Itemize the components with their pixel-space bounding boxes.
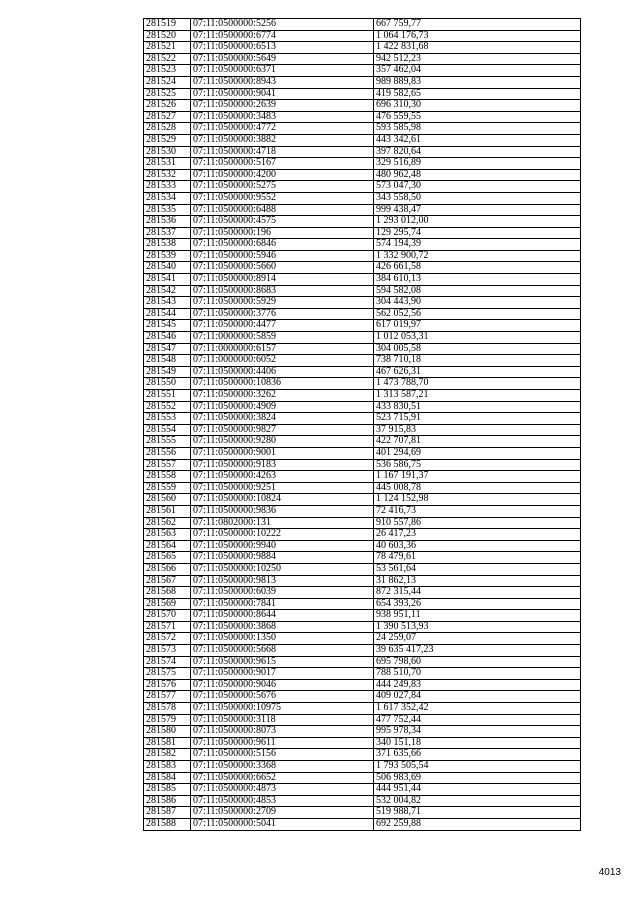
table-row [144,146,581,158]
row-number-cell: 281551 [144,390,191,402]
row-number-cell: 281588 [144,818,191,830]
cadastral-number-cell: 07:11:0500000:4772 [191,123,374,135]
row-number-cell: 281574 [144,656,191,668]
table-row [144,111,581,123]
cadastral-number-cell: 07:11:0500000:8073 [191,726,374,738]
row-number-cell: 281526 [144,100,191,112]
cadastral-number-cell: 07:11:0500000:10222 [191,529,374,541]
cadastral-value-cell: 1 064 176,73 [374,30,581,42]
cadastral-value-cell: 910 557,86 [374,517,581,529]
cadastral-value-cell: 419 582,65 [374,88,581,100]
table-row [144,691,581,703]
cadastral-value-cell: 617 019,97 [374,320,581,332]
table-row [144,795,581,807]
cadastral-value-cell: 409 027,84 [374,691,581,703]
cadastral-number-cell: 07:11:0500000:3118 [191,714,374,726]
cadastral-number-cell: 07:11:0500000:5167 [191,158,374,170]
table-row [144,76,581,88]
cadastral-number-cell: 07:11:0802000:131 [191,517,374,529]
table-row [144,216,581,228]
table-row [144,807,581,819]
cadastral-value-cell: 445 008,78 [374,482,581,494]
row-number-cell: 281549 [144,366,191,378]
table-row [144,285,581,297]
table-row [144,494,581,506]
cadastral-value-cell: 31 862,13 [374,575,581,587]
cadastral-number-cell: 07:11:0500000:9001 [191,447,374,459]
table-row [144,505,581,517]
table-row [144,250,581,262]
cadastral-value-cell: 426 661,58 [374,262,581,274]
cadastral-value-cell: 872 315,44 [374,587,581,599]
cadastral-value-cell: 329 516,89 [374,158,581,170]
table-row [144,30,581,42]
row-number-cell: 281537 [144,227,191,239]
cadastral-number-cell: 07:11:0500000:4718 [191,146,374,158]
row-number-cell: 281572 [144,633,191,645]
table-row [144,343,581,355]
cadastral-value-cell: 371 635,66 [374,749,581,761]
cadastral-value-cell: 574 194,39 [374,239,581,251]
row-number-cell: 281583 [144,761,191,773]
cadastral-value-cell: 53 561,64 [374,563,581,575]
cadastral-number-cell: 07:11:0500000:9251 [191,482,374,494]
cadastral-number-cell: 07:11:0500000:6774 [191,30,374,42]
row-number-cell: 281525 [144,88,191,100]
row-number-cell: 281550 [144,378,191,390]
row-number-cell: 281541 [144,274,191,286]
cadastral-value-cell: 1 390 513,93 [374,621,581,633]
cadastral-number-cell: 07:11:0500000:5256 [191,19,374,31]
table-row [144,529,581,541]
cadastral-value-cell: 467 626,31 [374,366,581,378]
table-row [144,471,581,483]
cadastral-value-cell: 1 293 012,00 [374,216,581,228]
cadastral-value-cell: 788 510,70 [374,668,581,680]
table-row [144,517,581,529]
table-row [144,563,581,575]
row-number-cell: 281575 [144,668,191,680]
cadastral-value-cell: 72 416,73 [374,505,581,517]
table-row [144,424,581,436]
cadastral-value-cell: 562 052,56 [374,308,581,320]
row-number-cell: 281556 [144,447,191,459]
table-row [144,610,581,622]
row-number-cell: 281553 [144,413,191,425]
row-number-cell: 281584 [144,772,191,784]
cadastral-number-cell: 07:11:0500000:10975 [191,703,374,715]
cadastral-value-cell: 477 752,44 [374,714,581,726]
cadastral-number-cell: 07:11:0000000:5859 [191,332,374,344]
cadastral-number-cell: 07:11:0500000:3868 [191,621,374,633]
row-number-cell: 281543 [144,297,191,309]
table-row [144,552,581,564]
cadastral-number-cell: 07:11:0500000:9183 [191,459,374,471]
cadastral-number-cell: 07:11:0500000:9017 [191,668,374,680]
row-number-cell: 281557 [144,459,191,471]
cadastral-number-cell: 07:11:0500000:6846 [191,239,374,251]
table-row [144,633,581,645]
cadastral-number-cell: 07:11:0500000:4909 [191,401,374,413]
cadastral-number-cell: 07:11:0500000:2639 [191,100,374,112]
cadastral-value-cell: 444 951,44 [374,784,581,796]
cadastral-value-cell: 519 988,71 [374,807,581,819]
cadastral-number-cell: 07:11:0500000:4873 [191,784,374,796]
row-number-cell: 281533 [144,181,191,193]
table-row [144,239,581,251]
row-number-cell: 281569 [144,598,191,610]
cadastral-value-cell: 696 310,30 [374,100,581,112]
cadastral-number-cell: 07:11:0500000:4575 [191,216,374,228]
cadastral-number-cell: 07:11:0500000:9813 [191,575,374,587]
table-row [144,65,581,77]
cadastral-number-cell: 07:11:0500000:10824 [191,494,374,506]
table-row [144,482,581,494]
cadastral-value-cell: 304 005,58 [374,343,581,355]
row-number-cell: 281565 [144,552,191,564]
table-row [144,19,581,31]
row-number-cell: 281531 [144,158,191,170]
row-number-cell: 281547 [144,343,191,355]
cadastral-value-cell: 573 047,30 [374,181,581,193]
row-number-cell: 281545 [144,320,191,332]
cadastral-number-cell: 07:11:0500000:3824 [191,413,374,425]
cadastral-number-cell: 07:11:0500000:9611 [191,737,374,749]
table-row [144,575,581,587]
row-number-cell: 281576 [144,679,191,691]
row-number-cell: 281535 [144,204,191,216]
cadastral-number-cell: 07:11:0500000:3483 [191,111,374,123]
row-number-cell: 281529 [144,134,191,146]
table-row [144,308,581,320]
row-number-cell: 281520 [144,30,191,42]
row-number-cell: 281539 [144,250,191,262]
cadastral-value-cell: 532 004,82 [374,795,581,807]
table-row [144,390,581,402]
row-number-cell: 281571 [144,621,191,633]
table-row [144,274,581,286]
cadastral-number-cell: 07:11:0500000:5649 [191,53,374,65]
row-number-cell: 281536 [144,216,191,228]
cadastral-number-cell: 07:11:0500000:3776 [191,308,374,320]
cadastral-value-cell: 1 124 152,98 [374,494,581,506]
cadastral-value-cell: 340 151,18 [374,737,581,749]
row-number-cell: 281579 [144,714,191,726]
row-number-cell: 281561 [144,505,191,517]
cadastral-number-cell: 07:11:0500000:196 [191,227,374,239]
cadastral-value-cell: 1 313 587,21 [374,390,581,402]
row-number-cell: 281566 [144,563,191,575]
cadastral-number-cell: 07:11:0500000:5275 [191,181,374,193]
row-number-cell: 281587 [144,807,191,819]
cadastral-value-cell: 397 820,64 [374,146,581,158]
cadastral-number-cell: 07:11:0500000:5156 [191,749,374,761]
table-row [144,726,581,738]
cadastral-value-cell: 78 479,61 [374,552,581,564]
row-number-cell: 281554 [144,424,191,436]
cadastral-value-cell: 443 342,61 [374,134,581,146]
table-row [144,737,581,749]
cadastral-value-cell: 692 259,88 [374,818,581,830]
table-row [144,262,581,274]
cadastral-value-cell: 40 603,36 [374,540,581,552]
row-number-cell: 281527 [144,111,191,123]
row-number-cell: 281519 [144,19,191,31]
cadastral-number-cell: 07:11:0500000:4263 [191,471,374,483]
table-row [144,204,581,216]
table-row [144,459,581,471]
row-number-cell: 281568 [144,587,191,599]
cadastral-value-cell: 26 417,23 [374,529,581,541]
table-row [144,134,581,146]
table-row [144,53,581,65]
row-number-cell: 281558 [144,471,191,483]
table-row [144,378,581,390]
table-row [144,668,581,680]
cadastral-value-cell: 594 582,08 [374,285,581,297]
cadastral-number-cell: 07:11:0500000:9280 [191,436,374,448]
cadastral-number-cell: 07:11:0500000:6513 [191,42,374,54]
row-number-cell: 281521 [144,42,191,54]
row-number-cell: 281573 [144,645,191,657]
row-number-cell: 281564 [144,540,191,552]
row-number-cell: 281530 [144,146,191,158]
cadastral-number-cell: 07:11:0500000:8683 [191,285,374,297]
row-number-cell: 281585 [144,784,191,796]
table-row [144,100,581,112]
row-number-cell: 281567 [144,575,191,587]
table-row [144,297,581,309]
cadastral-value-cell: 536 586,75 [374,459,581,471]
cadastral-value-cell: 343 558,50 [374,192,581,204]
row-number-cell: 281560 [144,494,191,506]
cadastral-number-cell: 07:11:0000000:6157 [191,343,374,355]
cadastral-value-cell: 695 798,60 [374,656,581,668]
table-row [144,645,581,657]
cadastral-number-cell: 07:11:0500000:5929 [191,297,374,309]
table-row [144,88,581,100]
cadastral-number-cell: 07:11:0500000:5660 [191,262,374,274]
cadastral-value-cell: 401 294,69 [374,447,581,459]
row-number-cell: 281581 [144,737,191,749]
cadastral-value-cell: 304 443,90 [374,297,581,309]
row-number-cell: 281542 [144,285,191,297]
table-row [144,818,581,830]
cadastral-number-cell: 07:11:0500000:7841 [191,598,374,610]
table-row [144,749,581,761]
cadastral-value-cell: 433 830,51 [374,401,581,413]
table-row [144,761,581,773]
table-row [144,169,581,181]
row-number-cell: 281580 [144,726,191,738]
table-row [144,332,581,344]
cadastral-value-cell: 654 393,26 [374,598,581,610]
cadastral-number-cell: 07:11:0500000:3368 [191,761,374,773]
row-number-cell: 281532 [144,169,191,181]
cadastral-value-cell: 523 715,91 [374,413,581,425]
cadastral-number-cell: 07:11:0500000:9615 [191,656,374,668]
cadastral-value-cell: 444 249,83 [374,679,581,691]
row-number-cell: 281538 [144,239,191,251]
cadastral-number-cell: 07:11:0500000:2709 [191,807,374,819]
cadastral-number-cell: 07:11:0500000:8914 [191,274,374,286]
row-number-cell: 281559 [144,482,191,494]
row-number-cell: 281524 [144,76,191,88]
row-number-cell: 281586 [144,795,191,807]
cadastral-value-cell: 738 710,18 [374,355,581,367]
cadastral-value-cell: 1 012 053,31 [374,332,581,344]
table-row [144,714,581,726]
cadastral-value-cell: 1 473 788,70 [374,378,581,390]
cadastral-number-cell: 07:11:0000000:6052 [191,355,374,367]
cadastral-value-cell: 667 759,77 [374,19,581,31]
cadastral-number-cell: 07:11:0500000:4853 [191,795,374,807]
cadastral-number-cell: 07:11:0500000:6488 [191,204,374,216]
table-row [144,181,581,193]
row-number-cell: 281544 [144,308,191,320]
table-row [144,703,581,715]
cadastral-value-cell: 480 962,48 [374,169,581,181]
cadastral-value-cell: 24 259,07 [374,633,581,645]
cadastral-number-cell: 07:11:0500000:5946 [191,250,374,262]
cadastral-value-cell: 999 438,47 [374,204,581,216]
cadastral-value-cell: 1 332 900,72 [374,250,581,262]
table-row [144,413,581,425]
table-row [144,123,581,135]
row-number-cell: 281546 [144,332,191,344]
cadastral-value-cell: 593 585,98 [374,123,581,135]
cadastral-number-cell: 07:11:0500000:4200 [191,169,374,181]
table-row [144,621,581,633]
table-row [144,447,581,459]
cadastral-number-cell: 07:11:0500000:6039 [191,587,374,599]
row-number-cell: 281548 [144,355,191,367]
table-row [144,598,581,610]
cadastral-number-cell: 07:11:0500000:9827 [191,424,374,436]
row-number-cell: 281577 [144,691,191,703]
cadastral-number-cell: 07:11:0500000:9552 [191,192,374,204]
cadastral-number-cell: 07:11:0500000:4477 [191,320,374,332]
table-row [144,192,581,204]
cadastral-number-cell: 07:11:0500000:5668 [191,645,374,657]
cadastral-number-cell: 07:11:0500000:9836 [191,505,374,517]
row-number-cell: 281555 [144,436,191,448]
table-row [144,320,581,332]
row-number-cell: 281563 [144,529,191,541]
row-number-cell: 281582 [144,749,191,761]
row-number-cell: 281552 [144,401,191,413]
cadastral-number-cell: 07:11:0500000:5676 [191,691,374,703]
cadastral-number-cell: 07:11:0500000:9940 [191,540,374,552]
cadastral-value-cell: 506 983,69 [374,772,581,784]
table-row [144,227,581,239]
cadastral-value-cell: 476 559,55 [374,111,581,123]
cadastral-value-cell: 1 793 505,54 [374,761,581,773]
cadastral-number-cell: 07:11:0500000:9041 [191,88,374,100]
table-row [144,656,581,668]
table-row [144,158,581,170]
page-number: 4013 [598,867,621,878]
cadastral-value-cell: 942 512,23 [374,53,581,65]
cadastral-value-cell: 422 707,81 [374,436,581,448]
cadastral-number-cell: 07:11:0500000:3262 [191,390,374,402]
table-row [144,401,581,413]
row-number-cell: 281540 [144,262,191,274]
table-row [144,436,581,448]
row-number-cell: 281570 [144,610,191,622]
cadastral-value-cell: 37 915,83 [374,424,581,436]
cadastral-value-cell: 1 617 352,42 [374,703,581,715]
cadastral-number-cell: 07:11:0500000:6652 [191,772,374,784]
cadastral-number-cell: 07:11:0500000:1350 [191,633,374,645]
cadastral-value-cell: 129 295,74 [374,227,581,239]
cadastral-number-cell: 07:11:0500000:8943 [191,76,374,88]
row-number-cell: 281578 [144,703,191,715]
cadastral-value-cell: 995 978,34 [374,726,581,738]
row-number-cell: 281534 [144,192,191,204]
cadastral-value-cell: 938 951,11 [374,610,581,622]
cadastral-number-cell: 07:11:0500000:3882 [191,134,374,146]
cadastral-number-cell: 07:11:0500000:6371 [191,65,374,77]
table-row [144,772,581,784]
cadastral-number-cell: 07:11:0500000:10250 [191,563,374,575]
cadastral-number-cell: 07:11:0500000:10836 [191,378,374,390]
row-number-cell: 281528 [144,123,191,135]
cadastral-number-cell: 07:11:0500000:9046 [191,679,374,691]
cadastral-value-cell: 1 167 191,37 [374,471,581,483]
table-row [144,540,581,552]
table-row [144,679,581,691]
cadastral-number-cell: 07:11:0500000:9884 [191,552,374,564]
table-row [144,784,581,796]
table-row [144,366,581,378]
cadastral-number-cell: 07:11:0500000:4406 [191,366,374,378]
row-number-cell: 281523 [144,65,191,77]
cadastral-number-cell: 07:11:0500000:8644 [191,610,374,622]
table-body [144,19,581,831]
cadastral-number-cell: 07:11:0500000:5041 [191,818,374,830]
table-row [144,355,581,367]
cadastral-value-cell: 39 635 417,23 [374,645,581,657]
row-number-cell: 281562 [144,517,191,529]
table-row [144,42,581,54]
cadastral-value-table [143,18,581,831]
cadastral-value-cell: 1 422 831,68 [374,42,581,54]
table-row [144,587,581,599]
cadastral-value-cell: 989 889,83 [374,76,581,88]
row-number-cell: 281522 [144,53,191,65]
cadastral-value-cell: 384 610,13 [374,274,581,286]
cadastral-value-cell: 357 462,04 [374,65,581,77]
